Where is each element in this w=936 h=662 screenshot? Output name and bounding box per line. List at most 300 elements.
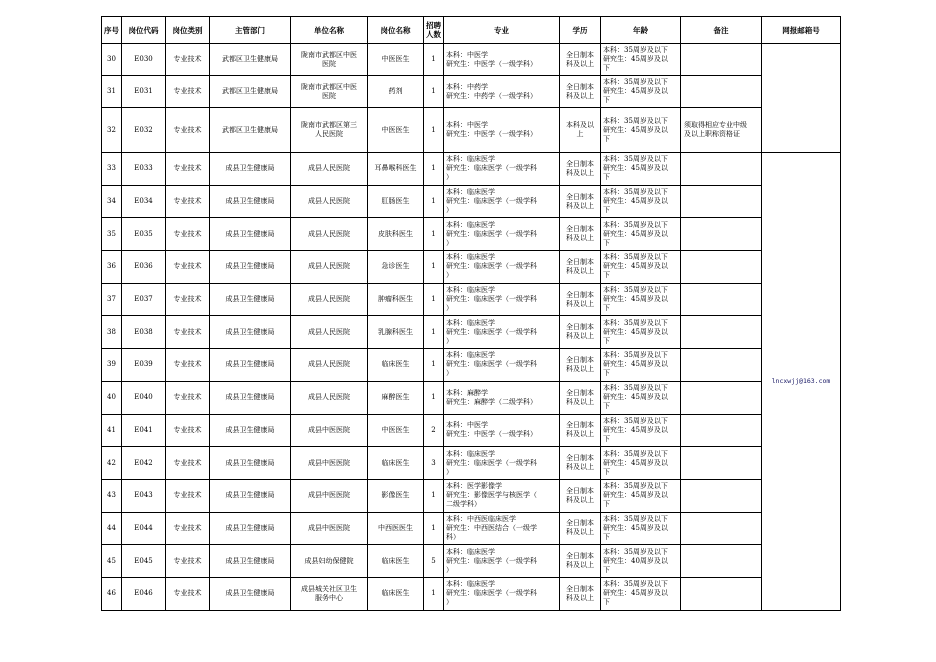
cell-line: 本科：35周岁及以下 (603, 547, 668, 556)
edu-cell (560, 577, 601, 610)
cell-line: 研究生：45周岁及以 (603, 458, 668, 467)
age-cell (601, 283, 681, 316)
count-cell: 1 (424, 108, 444, 153)
code-cell: E031 (122, 76, 166, 108)
code-cell: E030 (122, 44, 166, 76)
cell-line: 成县人民医院 (308, 164, 350, 173)
edu-cell (560, 76, 601, 108)
seq-cell: 34 (102, 185, 122, 218)
cell-line: 本科：35周岁及以下 (603, 220, 668, 229)
dept-cell: 成县卫生健康局 (210, 349, 291, 382)
cell-line: 本科：临床医学 (446, 547, 495, 556)
unit-cell (291, 349, 368, 382)
cell-line: 科及以上 (566, 593, 594, 602)
cell-line: ） (446, 336, 453, 345)
major-cell (444, 447, 560, 480)
age-cell (601, 218, 681, 251)
cell-line: 下 (603, 238, 610, 247)
header-cell: 年龄 (601, 17, 681, 44)
code-cell: E040 (122, 381, 166, 414)
seq-cell: 39 (102, 349, 122, 382)
cell-line: 及以上职称资格证 (684, 130, 740, 138)
cell-line: 全日制本 (566, 159, 594, 168)
cell-line: ） (446, 238, 453, 247)
email-cell: lncxwjj@163.com (762, 153, 841, 611)
unit-cell (291, 218, 368, 251)
remark-cell (681, 108, 762, 153)
cell-line: ） (446, 369, 453, 378)
remark-cell (681, 76, 762, 108)
dept-cell: 成县卫生健康局 (210, 316, 291, 349)
cell-line: 研究生：临床医学（一级学科 (446, 164, 537, 173)
cell-line: 本科：中医学 (446, 421, 488, 430)
cell-line: 下 (603, 500, 610, 509)
cell-line: 研究生：临床医学（一级学科 (446, 327, 537, 336)
remark-cell (681, 577, 762, 610)
seq-cell: 41 (102, 414, 122, 447)
cell-line: 本科及以 (566, 121, 594, 129)
cell-line: 研究生：45周岁及以 (603, 393, 668, 402)
code-cell: E042 (122, 447, 166, 480)
category-cell: 专业技术 (166, 447, 210, 480)
cell-line: 本科：35周岁及以下 (603, 78, 668, 86)
remark-cell (681, 447, 762, 480)
major-cell (444, 218, 560, 251)
header-cell: 学历 (560, 17, 601, 44)
cell-line: 成县人民医院 (308, 295, 350, 304)
cell-line: 本科：中药学 (446, 82, 488, 91)
cell-line: ） (446, 206, 453, 215)
cell-line: 成县人民医院 (308, 262, 350, 271)
cell-line: 成县妇幼保健院 (304, 556, 354, 565)
remark-cell (681, 283, 762, 316)
cell-line: 本科：中医学 (446, 121, 488, 129)
age-cell (601, 153, 681, 186)
major-cell (444, 185, 560, 218)
recruitment-table (101, 16, 841, 611)
cell-line: 研究生：麻醉学（二级学科） (446, 397, 537, 406)
count-cell: 1 (424, 251, 444, 284)
cell-line: 全日制本 (566, 82, 594, 91)
cell-line: 成县中医医院 (308, 458, 350, 467)
cell-line: 研究生：临床医学（一级学科 (446, 295, 537, 304)
cell-line: 本科：35周岁及以下 (603, 188, 668, 197)
cell-line: 医院 (322, 91, 336, 100)
remark-cell (681, 349, 762, 382)
count-cell: 1 (424, 44, 444, 76)
code-cell: E041 (122, 414, 166, 447)
header-cell: 岗位代码 (122, 17, 166, 44)
cell-line: 成县人民医院 (308, 197, 350, 206)
cell-line: 须取得相应专业中级 (684, 121, 747, 129)
major-cell (444, 76, 560, 108)
cell-line: 下 (603, 304, 610, 313)
age-cell (601, 381, 681, 414)
cell-line: 科） (446, 532, 460, 541)
code-cell: E037 (122, 283, 166, 316)
cell-line: 下 (603, 565, 610, 574)
cell-line: 成县中医医院 (308, 491, 350, 500)
unit-cell (291, 316, 368, 349)
edu-cell (560, 153, 601, 186)
cell-line: 医院 (322, 59, 336, 68)
cell-line: 本科：35周岁及以下 (603, 514, 668, 523)
code-cell: E033 (122, 153, 166, 186)
category-cell: 专业技术 (166, 283, 210, 316)
dept-cell: 武都区卫生健康局 (210, 108, 291, 153)
cell-line: 科及以上 (566, 234, 594, 243)
cell-line: 科及以上 (566, 266, 594, 275)
cell-line: 下 (603, 336, 610, 345)
cell-line: 本科：临床医学 (446, 318, 495, 327)
code-cell: E035 (122, 218, 166, 251)
remark-cell (681, 512, 762, 545)
edu-cell (560, 185, 601, 218)
cell-line: 研究生：中医学（一级学科） (446, 130, 537, 138)
cell-line: 科及以上 (566, 463, 594, 472)
cell-line: 研究生：45周岁及以 (603, 360, 668, 369)
cell-line: 下 (603, 206, 610, 215)
count-cell: 1 (424, 218, 444, 251)
edu-cell (560, 108, 601, 153)
header-cell: 序号 (102, 17, 122, 44)
unit-cell (291, 447, 368, 480)
header-cell: 专业 (444, 17, 560, 44)
table-row (102, 512, 841, 545)
table-row (102, 577, 841, 610)
seq-cell: 38 (102, 316, 122, 349)
cell-line: ） (446, 173, 453, 182)
cell-line: 本科：中西医临床医学 (446, 514, 516, 523)
cell-line: 科及以上 (566, 495, 594, 504)
header-row (102, 17, 841, 44)
cell-line: 研究生：中医学（一级学科） (446, 430, 537, 439)
age-cell (601, 512, 681, 545)
seq-cell: 45 (102, 545, 122, 578)
cell-line: 本科：临床医学 (446, 449, 495, 458)
post-cell: 肿瘤科医生 (368, 283, 424, 316)
remark-cell (681, 479, 762, 512)
cell-line: ） (446, 565, 453, 574)
dept-cell: 成县卫生健康局 (210, 479, 291, 512)
cell-line: 本科：临床医学 (446, 286, 495, 295)
edu-cell (560, 349, 601, 382)
count-cell: 1 (424, 577, 444, 610)
remark-cell (681, 381, 762, 414)
post-cell: 中医医生 (368, 108, 424, 153)
code-cell: E045 (122, 545, 166, 578)
table-row (102, 479, 841, 512)
table-row (102, 76, 841, 108)
edu-cell (560, 414, 601, 447)
post-cell: 临床医生 (368, 349, 424, 382)
cell-line: 科及以上 (566, 168, 594, 177)
cell-line: 本科：35周岁及以下 (603, 384, 668, 393)
cell-line: 研究生：临床医学（一级学科 (446, 458, 537, 467)
dept-cell: 成县卫生健康局 (210, 414, 291, 447)
cell-line: 下 (603, 434, 610, 443)
unit-cell (291, 76, 368, 108)
table-row (102, 44, 841, 76)
cell-line: 研究生：临床医学（一级学科 (446, 556, 537, 565)
unit-cell (291, 153, 368, 186)
cell-line: 科及以上 (566, 201, 594, 210)
count-cell: 1 (424, 153, 444, 186)
code-cell: E043 (122, 479, 166, 512)
cell-line: 研究生：临床医学（一级学科 (446, 197, 537, 206)
cell-line: 本科：35周岁及以下 (603, 253, 668, 262)
cell-line: 全日制本 (566, 388, 594, 397)
cell-line: 科及以上 (566, 59, 594, 68)
seq-cell: 30 (102, 44, 122, 76)
edu-cell (560, 316, 601, 349)
seq-cell: 40 (102, 381, 122, 414)
unit-cell (291, 545, 368, 578)
cell-line: 全日制本 (566, 486, 594, 495)
category-cell: 专业技术 (166, 414, 210, 447)
dept-cell: 武都区卫生健康局 (210, 76, 291, 108)
post-cell: 乳腺科医生 (368, 316, 424, 349)
cell-line: 全日制本 (566, 355, 594, 364)
code-cell: E034 (122, 185, 166, 218)
cell-line: 本科：中医学 (446, 50, 488, 59)
dept-cell: 成县卫生健康局 (210, 153, 291, 186)
major-cell (444, 381, 560, 414)
age-cell (601, 414, 681, 447)
major-cell (444, 108, 560, 153)
cell-line: 本科：35周岁及以下 (603, 351, 668, 360)
cell-line: 本科：35周岁及以下 (603, 46, 668, 54)
cell-line: 成县人民医院 (308, 393, 350, 402)
cell-line: 下 (603, 96, 610, 104)
category-cell: 专业技术 (166, 185, 210, 218)
cell-line: 下 (603, 369, 610, 378)
age-cell (601, 545, 681, 578)
category-cell: 专业技术 (166, 251, 210, 284)
table-body (102, 44, 841, 611)
table-row (102, 414, 841, 447)
cell-line: 本科：35周岁及以下 (603, 155, 668, 164)
seq-cell: 32 (102, 108, 122, 153)
code-cell: E038 (122, 316, 166, 349)
edu-cell (560, 479, 601, 512)
age-cell (601, 479, 681, 512)
unit-cell (291, 108, 368, 153)
edu-cell (560, 44, 601, 76)
cell-line: 本科：35周岁及以下 (603, 116, 668, 125)
edu-cell (560, 381, 601, 414)
major-cell (444, 153, 560, 186)
remark-cell (681, 218, 762, 251)
email-cell (762, 44, 841, 153)
cell-line: 全日制本 (566, 552, 594, 561)
code-cell: E039 (122, 349, 166, 382)
age-cell (601, 316, 681, 349)
unit-cell (291, 44, 368, 76)
count-cell: 1 (424, 512, 444, 545)
seq-cell: 43 (102, 479, 122, 512)
post-cell: 耳鼻喉科医生 (368, 153, 424, 186)
cell-line: 陇南市武都区中医 (301, 82, 357, 91)
seq-cell: 35 (102, 218, 122, 251)
unit-cell (291, 414, 368, 447)
edu-cell (560, 283, 601, 316)
cell-line: 本科：医学影像学 (446, 482, 502, 491)
category-cell: 专业技术 (166, 479, 210, 512)
remark-cell (681, 414, 762, 447)
cell-line: 本科：麻醉学 (446, 388, 488, 397)
post-cell: 中医医生 (368, 44, 424, 76)
count-cell: 1 (424, 185, 444, 218)
code-cell: E044 (122, 512, 166, 545)
remark-cell (681, 153, 762, 186)
cell-line: 下 (603, 598, 610, 607)
table-row (102, 153, 841, 186)
cell-line: 研究生：45周岁及以 (603, 229, 668, 238)
category-cell: 专业技术 (166, 76, 210, 108)
cell-line: 研究生：45周岁及以 (603, 262, 668, 271)
cell-line: 全日制本 (566, 421, 594, 430)
category-cell: 专业技术 (166, 381, 210, 414)
cell-line: 研究生：45周岁及以 (603, 523, 668, 532)
seq-cell: 36 (102, 251, 122, 284)
unit-cell (291, 185, 368, 218)
header-cell: 单位名称 (291, 17, 368, 44)
cell-line: 下 (603, 173, 610, 182)
code-cell: E036 (122, 251, 166, 284)
post-cell: 急诊医生 (368, 251, 424, 284)
post-cell: 皮肤科医生 (368, 218, 424, 251)
cell-line: 本科：临床医学 (446, 580, 495, 589)
cell-line: 成县人民医院 (308, 360, 350, 369)
count-cell: 1 (424, 316, 444, 349)
cell-line: 全日制本 (566, 290, 594, 299)
post-cell: 临床医生 (368, 545, 424, 578)
table-row (102, 447, 841, 480)
unit-cell (291, 479, 368, 512)
count-cell: 1 (424, 381, 444, 414)
major-cell (444, 577, 560, 610)
cell-line: 研究生：45周岁及以 (603, 425, 668, 434)
unit-cell (291, 577, 368, 610)
unit-cell (291, 512, 368, 545)
table-row (102, 545, 841, 578)
remark-cell (681, 316, 762, 349)
major-cell (444, 316, 560, 349)
table-row (102, 108, 841, 153)
cell-line: 本科：35周岁及以下 (603, 318, 668, 327)
remark-cell (681, 185, 762, 218)
cell-line: 科及以上 (566, 561, 594, 570)
cell-line: 科及以上 (566, 528, 594, 537)
header-cell: 备注 (681, 17, 762, 44)
cell-line: 本科：临床医学 (446, 351, 495, 360)
cell-line: 研究生：中西医结合（一级学 (446, 523, 537, 532)
cell-line: ） (446, 598, 453, 607)
table-row (102, 283, 841, 316)
cell-line: 本科：临床医学 (446, 220, 495, 229)
cell-line: 下 (603, 532, 610, 541)
category-cell: 专业技术 (166, 108, 210, 153)
major-cell (444, 479, 560, 512)
count-cell: 3 (424, 447, 444, 480)
cell-line: 本科：35周岁及以下 (603, 416, 668, 425)
major-cell (444, 545, 560, 578)
cell-line: 下 (603, 402, 610, 411)
cell-line: 全日制本 (566, 584, 594, 593)
seq-cell: 42 (102, 447, 122, 480)
cell-line: 研究生：影像医学与核医学（ (446, 491, 537, 500)
category-cell: 专业技术 (166, 577, 210, 610)
table-row (102, 349, 841, 382)
cell-line: 全日制本 (566, 454, 594, 463)
cell-line: 科及以上 (566, 299, 594, 308)
cell-line: 研究生：临床医学（一级学科 (446, 360, 537, 369)
age-cell (601, 108, 681, 153)
code-cell: E032 (122, 108, 166, 153)
cell-line: 全日制本 (566, 519, 594, 528)
cell-line: 本科：35周岁及以下 (603, 482, 668, 491)
cell-line: ） (446, 271, 453, 280)
table-row (102, 185, 841, 218)
edu-cell (560, 545, 601, 578)
cell-line: 研究生：45周岁及以 (603, 197, 668, 206)
cell-line: 本科：35周岁及以下 (603, 449, 668, 458)
table-row (102, 316, 841, 349)
dept-cell: 成县卫生健康局 (210, 381, 291, 414)
edu-cell (560, 447, 601, 480)
cell-line: 研究生：中医学（一级学科） (446, 59, 537, 68)
cell-line: 研究生：45周岁及以 (603, 87, 668, 95)
cell-line: 研究生：45周岁及以 (603, 55, 668, 63)
age-cell (601, 44, 681, 76)
major-cell (444, 414, 560, 447)
cell-line: 陇南市武都区中医 (301, 50, 357, 59)
count-cell: 5 (424, 545, 444, 578)
cell-line: 本科：35周岁及以下 (603, 286, 668, 295)
edu-cell (560, 251, 601, 284)
cell-line: 科及以上 (566, 430, 594, 439)
cell-line: 科及以上 (566, 397, 594, 406)
major-cell (444, 512, 560, 545)
table-row (102, 381, 841, 414)
cell-line: 人民医院 (315, 130, 343, 138)
age-cell (601, 349, 681, 382)
cell-line: 研究生：临床医学（一级学科 (446, 262, 537, 271)
cell-line: 成县中医医院 (308, 523, 350, 532)
cell-line: 本科：35周岁及以下 (603, 580, 668, 589)
cell-line: 研究生：45周岁及以 (603, 164, 668, 173)
cell-line: 下 (603, 134, 610, 143)
header-cell: 网报邮箱号 (762, 17, 841, 44)
count-cell: 1 (424, 283, 444, 316)
category-cell: 专业技术 (166, 316, 210, 349)
cell-line: 科及以上 (566, 91, 594, 100)
cell-line: 研究生：45周岁及以 (603, 589, 668, 598)
post-cell: 中医医生 (368, 414, 424, 447)
major-cell (444, 283, 560, 316)
cell-line: ） (446, 467, 453, 476)
header-cell: 招聘人数 (424, 17, 444, 44)
unit-cell (291, 283, 368, 316)
category-cell: 专业技术 (166, 44, 210, 76)
dept-cell: 成县卫生健康局 (210, 185, 291, 218)
cell-line: 全日制本 (566, 323, 594, 332)
post-cell: 中西医医生 (368, 512, 424, 545)
remark-cell (681, 251, 762, 284)
table-row (102, 218, 841, 251)
post-cell: 肛肠医生 (368, 185, 424, 218)
